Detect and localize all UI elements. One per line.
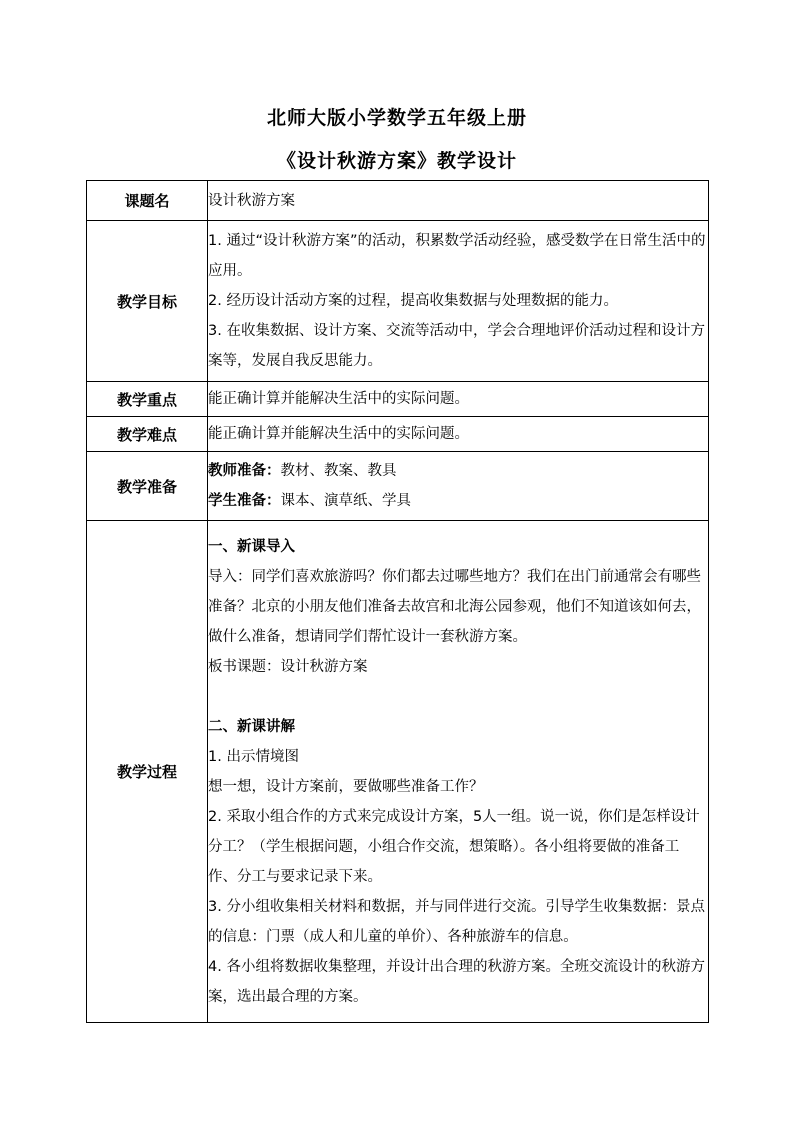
process-label: 教学过程 xyxy=(87,521,208,1023)
difficulties-label: 教学难点 xyxy=(87,417,208,452)
step1-detail: 想一想，设计方案前，要做哪些准备工作？ xyxy=(208,778,484,795)
step3: 3. 分小组收集相关材料和数据，并与同伴进行交流。引导学生收集数据：景点的信息：门票（成人和儿童的单价）、各种旅游车的信息。 xyxy=(208,898,705,945)
topic-value: 设计秋游方案 xyxy=(208,181,709,221)
process-content xyxy=(208,521,709,1023)
difficulties-value: 能正确计算并能解决生活中的实际问题。 xyxy=(208,417,709,452)
student-preparation-label: 学生准备： xyxy=(208,493,281,509)
table-row-topic xyxy=(87,181,709,221)
section1-title: 一、新课导入 xyxy=(208,538,295,555)
teacher-preparation-value: 教材、教案、教具 xyxy=(280,463,397,479)
objective-item: 2. 经历设计活动方案的过程，提高收集数据与处理数据的能力。 xyxy=(208,293,618,309)
blank-line xyxy=(208,682,708,712)
objectives-label: 教学目标 xyxy=(87,221,208,382)
lesson-plan-table xyxy=(86,180,709,1023)
table-row-process xyxy=(87,521,709,1023)
objective-item: 3. 在收集数据、设计方案、交流等活动中，学会合理地评价活动过程和设计方案等，发展自我反思能力。 xyxy=(208,323,705,369)
key-points-label: 教学重点 xyxy=(87,382,208,417)
step2: 2. 采取小组合作的方式来完成设计方案，5人一组。说一说，你们是怎样设计分工？（学生根据问题，小组合作交流，想策略）。各小组将要做的准备工作、分工与要求记录下来。 xyxy=(208,808,700,885)
preparation-label: 教学准备 xyxy=(87,452,208,521)
table-row-key-points xyxy=(87,382,709,417)
document-title: 北师大版小学数学五年级上册 xyxy=(266,107,527,129)
section1-board: 板书课题：设计秋游方案 xyxy=(208,658,368,675)
section2-title: 二、新课讲解 xyxy=(208,718,295,735)
teacher-preparation-label: 教师准备： xyxy=(208,463,281,479)
table-row-preparation xyxy=(87,452,709,521)
table-row-objectives xyxy=(87,221,709,382)
student-preparation xyxy=(208,486,708,516)
objective-item: 1. 通过“设计秋游方案”的活动，积累数学活动经验，感受数学在日常生活中的应用。 xyxy=(208,233,706,279)
student-preparation-value: 课本、演草纸、学具 xyxy=(280,493,411,509)
document-subtitle: 《设计秋游方案》教学设计 xyxy=(276,150,517,172)
key-points-value: 能正确计算并能解决生活中的实际问题。 xyxy=(208,382,709,417)
step1: 1. 出示情境图 xyxy=(208,748,299,765)
objectives-content xyxy=(208,221,709,382)
preparation-content xyxy=(208,452,709,521)
step4: 4. 各小组将数据收集整理，并设计出合理的秋游方案。全班交流设计的秋游方案，选出最合理的方案。 xyxy=(208,958,705,1005)
teacher-preparation xyxy=(208,456,708,486)
topic-label: 课题名 xyxy=(87,181,208,221)
table-row-difficulties xyxy=(87,417,709,452)
section1-intro: 导入：同学们喜欢旅游吗？你们都去过哪些地方？我们在出门前通常会有哪些准备？北京的小朋友他们准备去故宫和北海公园参观，他们不知道该如何去，做什么准备，想请同学们帮忙设计一套秋游方案。 xyxy=(208,568,701,645)
